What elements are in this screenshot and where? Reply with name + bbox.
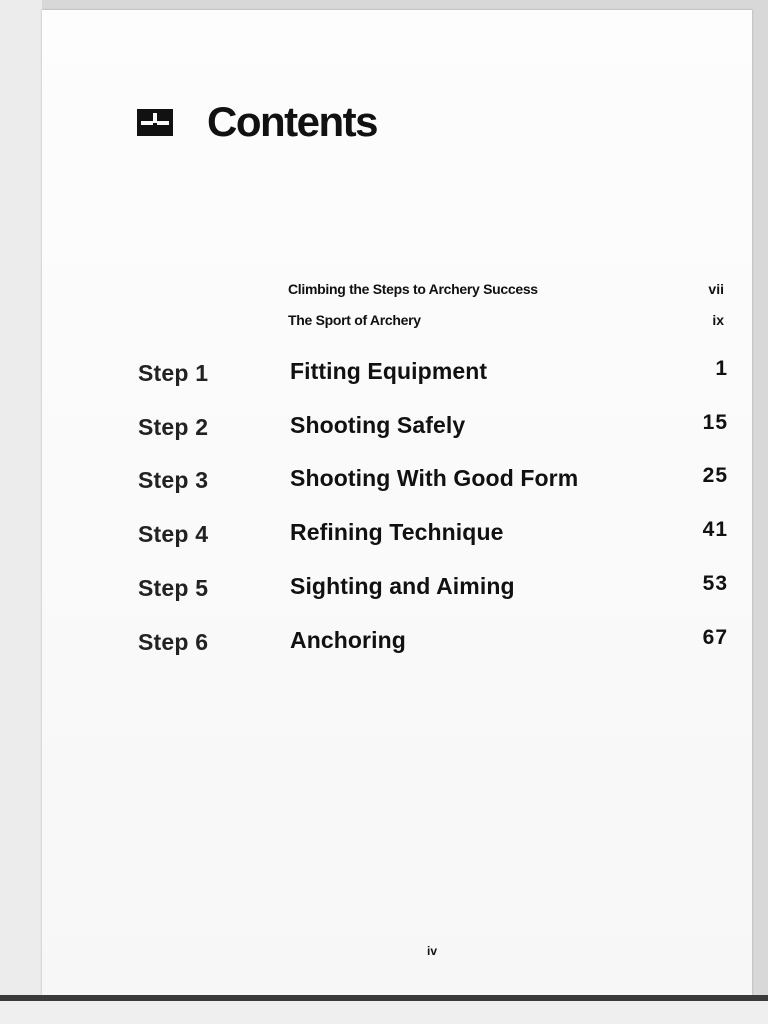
front-matter-page: vii	[708, 281, 724, 297]
publisher-block-logo-icon	[137, 109, 173, 136]
document-page	[42, 10, 752, 995]
step-page-number: 41	[702, 518, 728, 541]
scanner-edge-left	[0, 0, 42, 995]
toc-step-row	[138, 626, 728, 663]
step-label: Step 1	[138, 360, 209, 386]
step-page-number: 15	[702, 411, 728, 434]
step-title: Shooting With Good Form	[290, 465, 579, 491]
front-matter-page: ix	[712, 312, 724, 328]
step-label: Step 3	[138, 467, 209, 493]
front-matter-label: Climbing the Steps to Archery Success	[288, 281, 538, 297]
step-page-number: 25	[702, 464, 728, 487]
page-title: Contents	[207, 98, 377, 145]
toc-step-row	[138, 572, 728, 609]
toc-step-row	[138, 357, 728, 394]
step-page-number: 67	[702, 626, 728, 649]
front-matter-item	[288, 281, 728, 301]
step-title: Shooting Safely	[290, 412, 466, 438]
step-title: Anchoring	[290, 627, 406, 653]
step-title: Sighting and Aiming	[290, 573, 515, 599]
step-page-number: 53	[702, 572, 728, 595]
step-label: Step 2	[138, 414, 209, 440]
front-matter-label: The Sport of Archery	[288, 312, 421, 328]
step-label: Step 5	[138, 575, 209, 601]
step-label: Step 4	[138, 521, 209, 547]
toc-step-row	[138, 464, 728, 501]
footer-page-number: iv	[427, 944, 438, 958]
scanner-edge-bottom	[0, 995, 768, 1024]
step-title: Fitting Equipment	[290, 358, 488, 384]
toc-step-row	[138, 518, 728, 555]
front-matter-item	[288, 312, 728, 332]
step-page-number: 1	[715, 357, 728, 380]
toc-step-row	[138, 411, 728, 448]
step-title: Refining Technique	[290, 519, 504, 545]
step-label: Step 6	[138, 629, 209, 655]
